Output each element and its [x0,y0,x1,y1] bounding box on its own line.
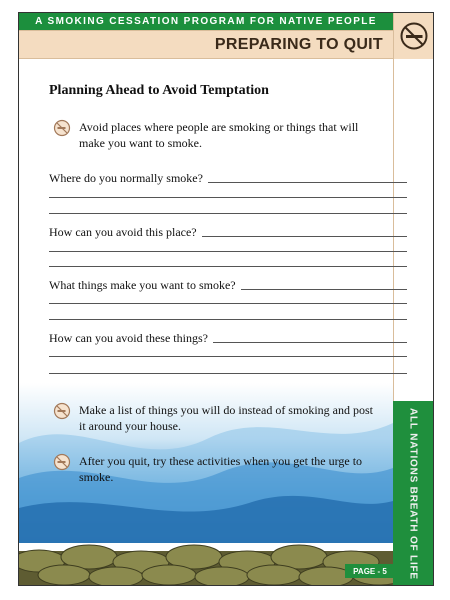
question-label: What things make you want to smoke? [49,278,236,292]
page-number: PAGE - 5 [345,564,395,578]
tip-activities [53,453,373,485]
answer-line[interactable] [49,373,407,374]
braid-decoration [19,533,393,586]
answer-line[interactable] [49,303,407,304]
answer-line[interactable] [208,181,407,183]
no-smoking-icon [53,402,71,420]
no-smoking-icon [53,119,71,137]
answer-line[interactable] [49,213,407,214]
question-1 [49,171,407,186]
question-3 [49,278,407,293]
page [18,12,434,586]
side-band [393,401,433,586]
program-banner: A SMOKING CESSATION PROGRAM FOR NATIVE PEOPLE [19,13,393,30]
tip-text: Avoid places where people are smoking or things that will make you want to smoke. [79,120,359,150]
no-smoking-icon [399,21,429,51]
tip-text: After you quit, try these activities when you get the urge to smoke. [79,454,363,484]
answer-line[interactable] [202,235,407,237]
side-label: ALL NATIONS BREATH OF LIFE [407,407,419,580]
answer-line[interactable] [213,341,407,343]
answer-line[interactable] [241,288,407,290]
no-smoking-icon [53,453,71,471]
section-heading: Planning Ahead to Avoid Temptation [49,83,269,98]
answer-line[interactable] [49,266,407,267]
answer-line[interactable] [49,319,407,320]
question-label: How can you avoid this place? [49,225,197,239]
question-label: How can you avoid these things? [49,331,208,345]
tip-avoid-places [53,119,373,151]
answer-line[interactable] [49,356,407,357]
corner-logo [393,13,433,59]
tip-text: Make a list of things you will do instead of smoking and post it around your house. [79,403,373,433]
page-title: PREPARING TO QUIT [19,30,393,59]
question-4 [49,331,407,346]
question-label: Where do you normally smoke? [49,171,203,185]
answer-line[interactable] [49,251,407,252]
answer-line[interactable] [49,197,407,198]
tip-make-list [53,402,373,434]
question-2 [49,225,407,240]
